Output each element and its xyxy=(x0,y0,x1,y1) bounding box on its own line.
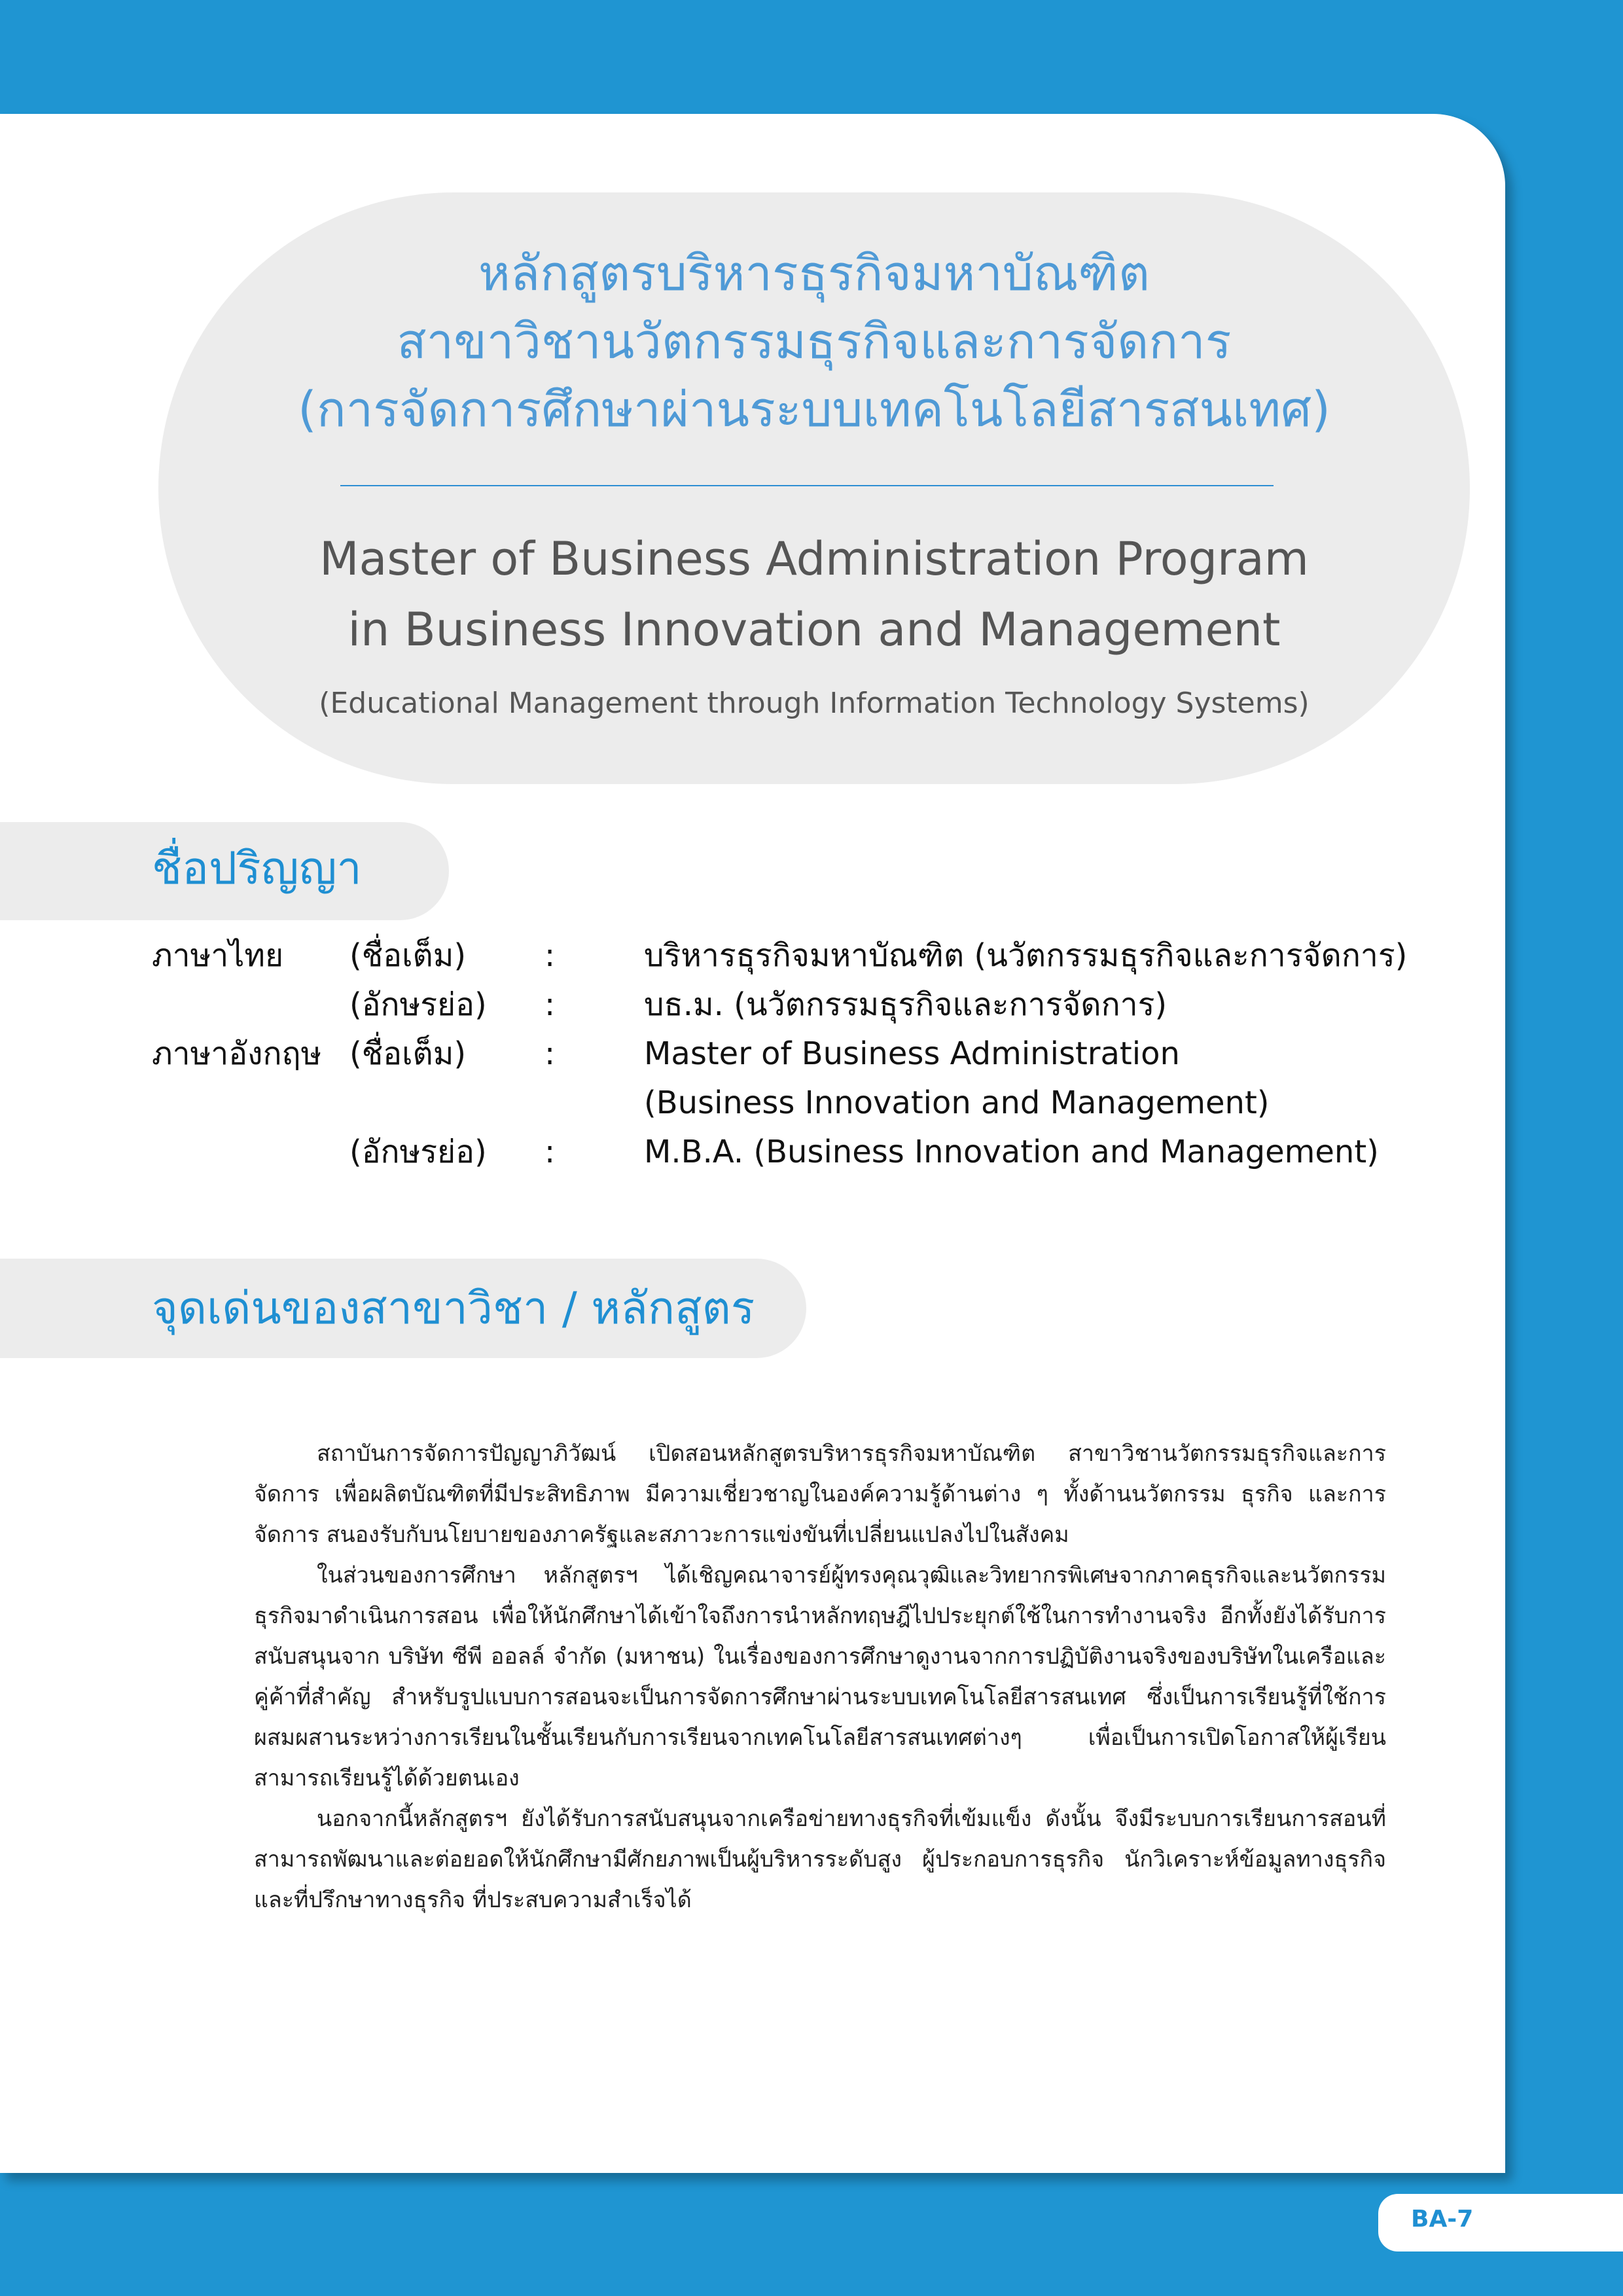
english-full-name-line-2: (Business Innovation and Management) xyxy=(644,1085,1270,1121)
thai-full-name: บริหารธุรกิจมหาบัณฑิต (นวัตกรรมธุรกิจและการจัดการ) xyxy=(644,937,1408,974)
english-full-label: (ชื่อเต็ม) xyxy=(349,1035,467,1072)
english-full-name-line-1: Master of Business Administration xyxy=(644,1035,1180,1072)
highlights-body xyxy=(254,1433,1386,1920)
thai-title-line-2: สาขาวิชานวัตกรรมธุรกิจและการจัดการ xyxy=(397,314,1232,370)
degree-section-heading: ชื่อปริญญา xyxy=(152,843,362,895)
paragraph: ในส่วนของการศึกษา หลักสูตรฯ ได้เชิญคณาจารย์ผู้ทรงคุณวุฒิและวิทยากรพิเศษจากภาคธุรกิจและนวัตกรรมธุรกิจมาดำเนินการสอน เพื่อให้นักศึกษาได้เข้าใจถึงการนำหลักทฤษฎีไปประยุกต์ใช้ในการทำงานจริง อีกทั้งยังได้รับการสนับสนุนจาก บริษัท ซีพี ออลล์ จำกัด (มหาชน) ในเรื่องของการศึกษาดูงานจากการปฏิบัติงานจริงของบริษัทในเครือและคู่ค้าที่สำคัญ สำหรับรูปแบบการสอนจะเป็นการจัดการศึกษาผ่านระบบเทคโนโลยีสารสนเทศ ซึ่งเป็นการเรียนรู้ที่ใช้การผสมผสานระหว่างการเรียนในชั้นเรียนกับการเรียนจากเทคโนโลยีสารสนเทศต่างๆ เพื่อเป็นการเปิดโอกาสให้ผู้เรียนสามารถเรียนรู้ได้ด้วยตนเอง xyxy=(254,1562,1386,1791)
highlights-section-heading: จุดเด่นของสาขาวิชา / หลักสูตร xyxy=(152,1283,755,1335)
colon: : xyxy=(544,1134,556,1170)
thai-program-title xyxy=(158,240,1470,444)
colon: : xyxy=(544,986,556,1023)
paragraph: นอกจากนี้หลักสูตรฯ ยังได้รับการสนับสนุนจากเครือข่ายทางธุรกิจที่เข้มแข็ง ดังนั้น จึงมีระบบการเรียนการสอนที่สามารถพัฒนาและต่อยอดให้นักศึกษามีศักยภาพเป็นผู้บริหารระดับสูง ผู้ประกอบการธุรกิจ นักวิเคราะห์ข้อมูลทางธุรกิจ และที่ปรึกษาทางธุรกิจ ที่ประสบความสำเร็จได้ xyxy=(254,1806,1386,1913)
thai-title-line-1: หลักสูตรบริหารธุรกิจมหาบัณฑิต xyxy=(478,245,1150,302)
english-abbr-label: (อักษรย่อ) xyxy=(349,1134,487,1170)
english-abbr-name: M.B.A. (Business Innovation and Management) xyxy=(644,1134,1379,1170)
english-program-subtitle: (Educational Management through Information Technology Systems) xyxy=(319,687,1310,720)
colon: : xyxy=(544,937,556,974)
thai-title-line-3: (การจัดการศึกษาผ่านระบบเทคโนโลยีสารสนเทศ) xyxy=(297,382,1331,438)
english-title-line-1: Master of Business Administration Program xyxy=(319,532,1309,586)
thai-full-label: (ชื่อเต็ม) xyxy=(349,937,467,974)
thai-abbr-label: (อักษรย่อ) xyxy=(349,986,487,1023)
english-language-label: ภาษาอังกฤษ xyxy=(152,1035,322,1072)
colon: : xyxy=(544,1035,556,1072)
english-title-line-2: in Business Innovation and Management xyxy=(348,603,1281,656)
thai-language-label: ภาษาไทย xyxy=(152,937,284,974)
page-number: BA-7 xyxy=(1411,2206,1474,2233)
english-program-title xyxy=(158,524,1470,665)
title-divider xyxy=(340,485,1274,486)
thai-abbr-name: บธ.ม. (นวัตกรรมธุรกิจและการจัดการ) xyxy=(644,986,1168,1023)
paragraph: สถาบันการจัดการปัญญาภิวัฒน์ เปิดสอนหลักสูตรบริหารธุรกิจมหาบัณฑิต สาขาวิชานวัตกรรมธุรกิจและการจัดการ เพื่อผลิตบัณฑิตที่มีประสิทธิภาพ มีความเชี่ยวชาญในองค์ความรู้ด้านต่าง ๆ ทั้งด้านนวัตกรรม ธุรกิจ และการจัดการ สนองรับกับนโยบายของภาครัฐและสภาวะการแข่งขันที่เปลี่ยนแปลงไปในสังคม xyxy=(254,1441,1386,1548)
